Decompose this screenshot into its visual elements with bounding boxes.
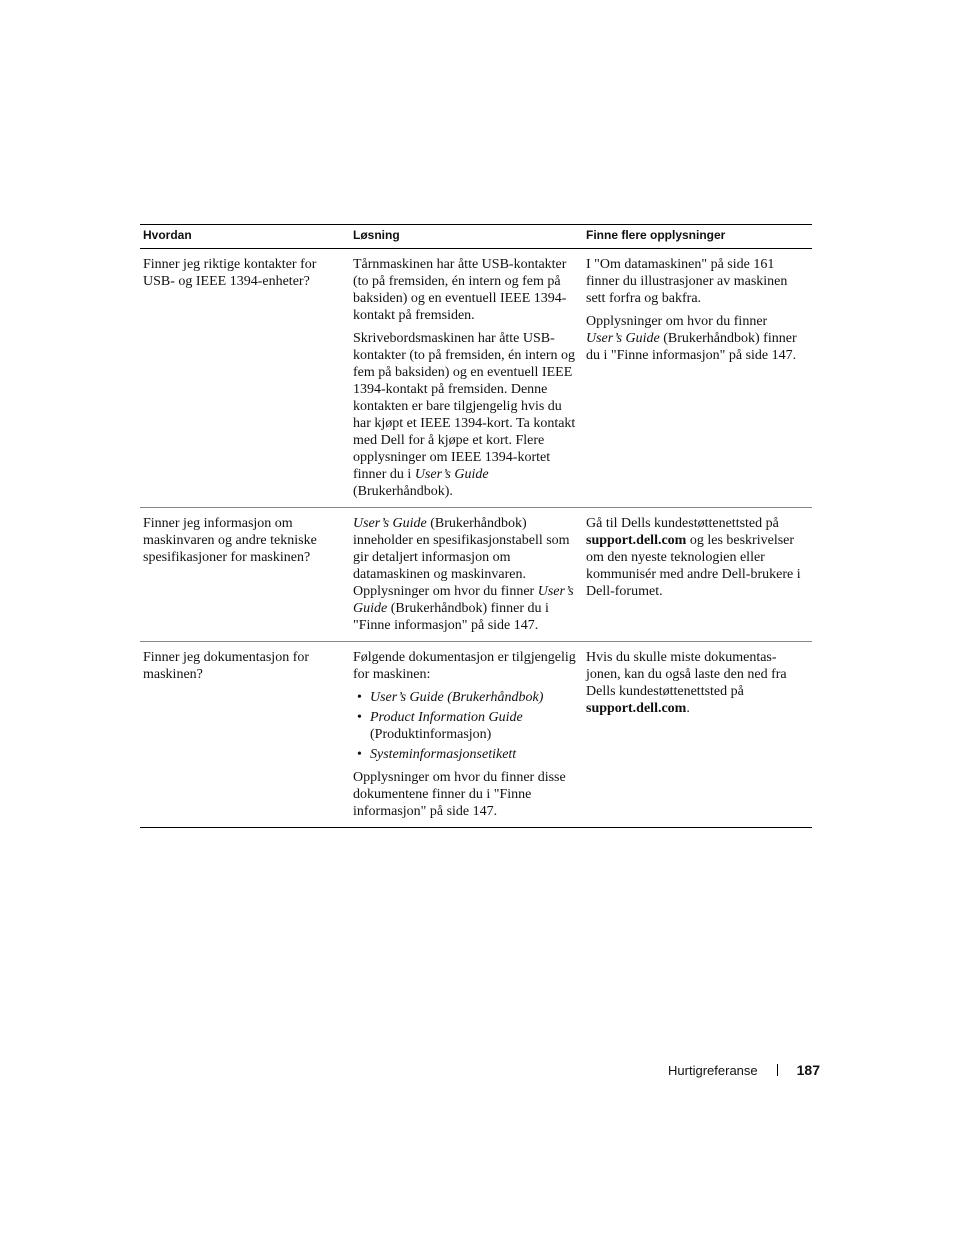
solution-paragraph xyxy=(353,515,577,634)
solution-paragraph xyxy=(353,330,577,500)
question-text: Finner jeg dokumentasjon for maskinen? xyxy=(143,650,310,682)
question-text: Finner jeg riktige kontakter for USB- og IEEE 1394-enheter? xyxy=(143,257,317,289)
users-guide-title: User’s Guide xyxy=(414,467,489,482)
list-item xyxy=(353,689,577,706)
info-paragraph xyxy=(586,649,806,717)
support-link[interactable]: support.dell.com xyxy=(586,533,687,548)
info-paragraph xyxy=(586,313,806,364)
solution-cell xyxy=(350,642,583,828)
doc-title: Systeminformasjonsetikett xyxy=(370,747,517,762)
support-link[interactable]: support.dell.com xyxy=(586,701,687,716)
header-losning: Løsning xyxy=(350,225,583,249)
table-row xyxy=(140,642,812,828)
reference-table xyxy=(140,224,812,828)
table-header-row xyxy=(140,225,812,249)
info-paragraph: I "Om datamaskinen" på side 161 finner du illustrasjoner av maskinen sett forfra og bakfra. xyxy=(586,257,788,306)
users-guide-title: User’s Guide xyxy=(586,331,660,346)
users-guide-title: User’s Guide xyxy=(353,584,574,616)
solution-text: (Brukerhåndbok) inneholder en spesifikasjonstabell som gir detaljert informasjon om datamaskinen og maskinvaren. Opplysninger om hvor du finner xyxy=(353,516,570,599)
table-row xyxy=(140,249,812,508)
header-hvordan: Hvordan xyxy=(140,225,350,249)
solution-paragraph: Tårnmaskinen har åtte USB-kontakter (to på fremsiden, én intern og fem på baksiden) og en eventuell IEEE 1394-kontakt på fremsiden. xyxy=(353,257,567,323)
users-guide-title: User’s Guide xyxy=(353,516,427,531)
solution-text: Skrivebordsmaskinen har åtte USB-kontakter (to på fremsiden, én intern og fem på baksiden) og en eventuell IEEE 1394-kontakt på fremsiden. Denne kontakten er bare tilgjengelig hvis du har kjøpt et IEEE 1394-kort. Ta kontakt med Dell for å kjøpe et kort. Flere opplysninger om IEEE 1394-kortet finner du i xyxy=(353,331,576,482)
header-finne-flere: Finne flere opplysninger xyxy=(583,225,812,249)
solution-paragraph: Følgende dokumentasjon er tilgjengelig for maskinen: xyxy=(353,650,576,682)
question-cell xyxy=(140,642,350,828)
footer-divider xyxy=(777,1064,778,1076)
list-item xyxy=(353,746,577,763)
bullet-icon: • xyxy=(357,747,362,762)
info-cell xyxy=(583,508,812,642)
solution-text: (Brukerhåndbok). xyxy=(353,484,453,499)
question-text: Finner jeg informasjon om maskinvaren og andre tekniske spesifikasjoner for maskinen? xyxy=(143,516,317,565)
info-cell xyxy=(583,249,812,508)
solution-cell xyxy=(350,249,583,508)
solution-paragraph: Opplysninger om hvor du finner disse dokumentene finner du i "Finne informasjon" på side 147. xyxy=(353,770,566,819)
info-cell xyxy=(583,642,812,828)
doc-subtitle: (Produktinformasjon) xyxy=(370,727,492,742)
solution-cell xyxy=(350,508,583,642)
page-number: 187 xyxy=(796,1062,820,1078)
info-text: . xyxy=(686,701,690,716)
question-cell xyxy=(140,508,350,642)
info-text: Hvis du skulle miste dokumentas-jonen, kan du også laste den ned fra Dells kundestøttenettsted på xyxy=(586,650,787,699)
bullet-icon: • xyxy=(357,690,362,705)
solution-text: (Brukerhåndbok) finner du i "Finne informasjon" på side 147. xyxy=(353,601,549,633)
doc-title: Product Information Guide xyxy=(370,710,523,725)
doc-title: User’s Guide (Brukerhåndbok) xyxy=(370,690,544,705)
table-row xyxy=(140,508,812,642)
info-text: Gå til Dells kundestøttenettsted på xyxy=(586,516,779,531)
info-text: Opplysninger om hvor du finner xyxy=(586,314,768,329)
list-item xyxy=(353,709,577,743)
question-cell xyxy=(140,249,350,508)
bullet-icon: • xyxy=(357,710,362,725)
info-text: (Brukerhåndbok) finner du i "Finne informasjon" på side 147. xyxy=(586,331,797,363)
info-text: og les beskrivelser om den nyeste teknologien eller kommunisér med andre Dell-brukere i Dell-forumet. xyxy=(586,533,801,599)
footer-section-title: Hurtigreferanse xyxy=(668,1062,758,1078)
page-footer xyxy=(668,1061,820,1079)
info-paragraph xyxy=(586,515,806,600)
documentation-list xyxy=(353,689,577,763)
